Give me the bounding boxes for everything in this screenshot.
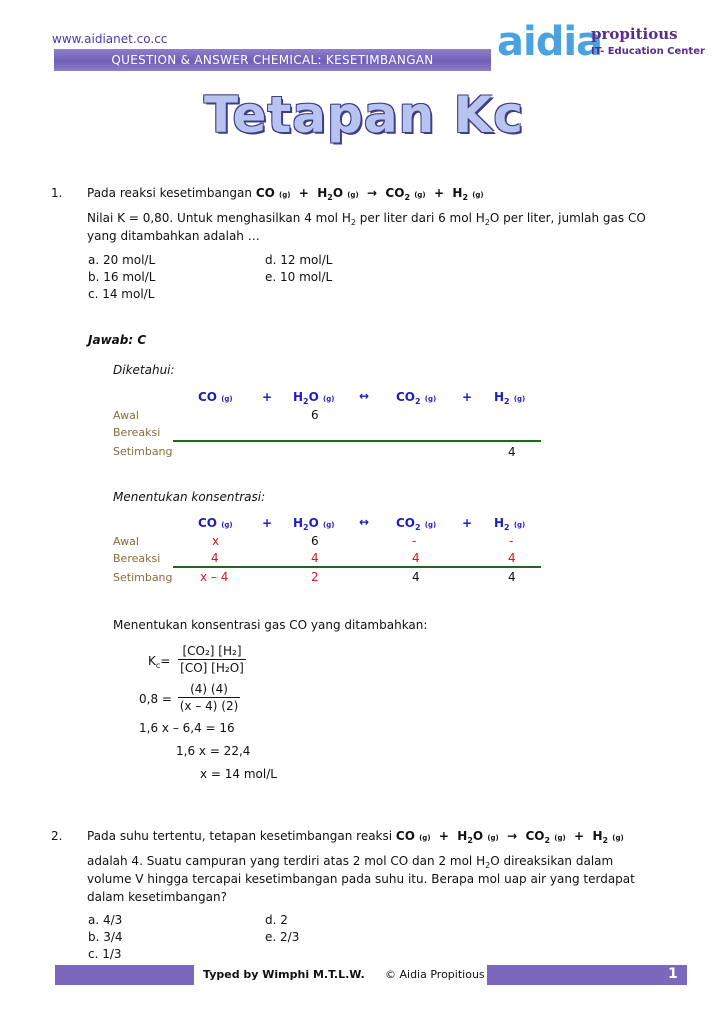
kc-denominator: [CO] [H₂O] xyxy=(180,661,244,675)
eq-left: 0,8 = xyxy=(139,692,172,706)
co-heading: Menentukan konsentrasi gas CO yang ditambahkan: xyxy=(113,618,428,632)
t2-col-h2o: $H_2O$ (g) xyxy=(293,516,335,532)
conc-heading: Menentukan konsentrasi: xyxy=(113,490,266,504)
t2-co-setimbang: x – 4 xyxy=(200,570,229,584)
t1-col-co2: $CO_2$ (g) xyxy=(396,390,437,406)
t2-co-bereaksi: 4 xyxy=(211,551,219,565)
t1-row-bereaksi: Bereaksi xyxy=(113,426,161,439)
footer-copyright: © Aidia Propitious xyxy=(385,968,485,981)
kc-numerator: [CO₂] [H₂] xyxy=(182,644,242,658)
t1-h2o-awal: 6 xyxy=(311,408,319,422)
t2-h2o-bereaksi: 4 xyxy=(311,551,319,565)
t1-row-setimbang: Setimbang xyxy=(113,445,173,458)
t1-plus-2: + xyxy=(462,390,473,404)
t1-row-awal: Awal xyxy=(113,409,139,422)
t2-co2-bereaksi: 4 xyxy=(412,551,420,565)
step-2: 1,6 x = 22,4 xyxy=(176,744,251,758)
header-banner-text: QUESTION & ANSWER CHEMICAL: KESETIMBANGAN xyxy=(111,53,434,67)
step-3: x = 14 mol/L xyxy=(200,767,277,781)
t2-row-bereaksi: Bereaksi xyxy=(113,552,161,565)
q2-option-e: e. 2/3 xyxy=(265,930,300,944)
t1-col-h2: $H_2$ (g) xyxy=(494,390,526,406)
t1-plus-1: + xyxy=(262,390,273,404)
t2-co2-setimbang: 4 xyxy=(412,570,420,584)
t2-co-awal: x xyxy=(212,534,220,548)
t2-col-co2: $CO_2$ (g) xyxy=(396,516,437,532)
t2-co2-awal: - xyxy=(412,534,417,548)
site-url[interactable]: www.aidianet.co.cc xyxy=(52,32,168,46)
aidia-logo xyxy=(497,19,705,65)
q2-option-a: a. 4/3 xyxy=(88,913,123,927)
q2-body-line2: volume V hingga tercapai kesetimbangan pada suhu itu. Berapa mol uap air yang terdapat xyxy=(87,872,635,886)
q2-reaction-line: Pada suhu tertentu, tetapan kesetimbangan reaksi CO $(g) + H_2O$ $(g) \to CO_2$ $(g) + H_2$ (g) xyxy=(87,829,624,845)
kc-fraction xyxy=(178,644,246,675)
q2-option-d: d. 2 xyxy=(265,913,288,927)
eq-denominator: (x – 4) (2) xyxy=(179,699,239,713)
q1-option-c: c. 14 mol/L xyxy=(88,287,155,301)
known-heading: Diketahui: xyxy=(113,363,175,377)
t1-h2-setimbang: 4 xyxy=(508,445,516,459)
t2-col-co: CO (g) xyxy=(198,516,233,530)
kc-label: $K_c=$ xyxy=(148,654,171,670)
t2-equilibrium-arrow: ↔ xyxy=(359,515,370,529)
eq-numerator: (4) (4) xyxy=(190,682,228,696)
t2-plus-1: + xyxy=(262,516,273,530)
t1-col-co: CO (g) xyxy=(198,390,233,404)
logo-sub-text: propitious xyxy=(591,25,678,43)
t1-sum-line xyxy=(173,440,541,442)
q1-option-b: b. 16 mol/L xyxy=(88,270,156,284)
t2-row-setimbang: Setimbang xyxy=(113,571,173,584)
t2-h2-bereaksi: 4 xyxy=(508,551,516,565)
t2-plus-2: + xyxy=(462,516,473,530)
q1-option-d: d. 12 mol/L xyxy=(265,253,333,267)
q1-option-a: a. 20 mol/L xyxy=(88,253,156,267)
t2-row-awal: Awal xyxy=(113,535,139,548)
page-title: Tetapan Kc xyxy=(204,86,524,144)
footer-typed-by: Typed by Wimphi M.T.L.W. xyxy=(203,968,365,981)
t2-col-h2: $H_2$ (g) xyxy=(494,516,526,532)
t1-col-h2o: $H_2O$ (g) xyxy=(293,390,335,406)
q1-number: 1. xyxy=(51,186,63,200)
eq-fraction xyxy=(178,682,240,713)
t2-sum-line xyxy=(173,566,541,568)
logo-tagline: IT- Education Center xyxy=(591,46,705,57)
t2-h2o-awal: 6 xyxy=(311,534,319,548)
q2-option-b: b. 3/4 xyxy=(88,930,123,944)
q2-body-line3: dalam kesetimbangan? xyxy=(87,890,227,904)
page-number: 1 xyxy=(668,966,678,982)
q1-reaction-line: Pada reaksi kesetimbangan CO $(g) + H_2O$ $(g) \to CO_2$ $(g) + H_2$ (g) xyxy=(87,186,484,202)
q1-body-line1: Nilai K = 0,80. Untuk menghasilkan 4 mol $H_2$ per liter dari 6 mol $H_2O$ per liter, jumlah gas CO xyxy=(87,211,646,227)
q1-answer: Jawab: C xyxy=(88,333,147,347)
t1-equilibrium-arrow: ↔ xyxy=(359,389,370,403)
logo-main-text: aidia xyxy=(497,19,603,65)
step-1: 1,6 x – 6,4 = 16 xyxy=(139,721,235,735)
q2-body-line1: adalah 4. Suatu campuran yang terdiri atas 2 mol CO dan 2 mol $H_2O$ direaksikan dalam xyxy=(87,854,614,870)
q2-option-c: c. 1/3 xyxy=(88,947,122,961)
t2-h2-setimbang: 4 xyxy=(508,570,516,584)
t2-h2-awal: - xyxy=(509,534,514,548)
q2-number: 2. xyxy=(51,829,63,843)
t2-h2o-setimbang: 2 xyxy=(311,570,319,584)
q1-body-line2: yang ditambahkan adalah … xyxy=(87,229,260,243)
q1-option-e: e. 10 mol/L xyxy=(265,270,333,284)
